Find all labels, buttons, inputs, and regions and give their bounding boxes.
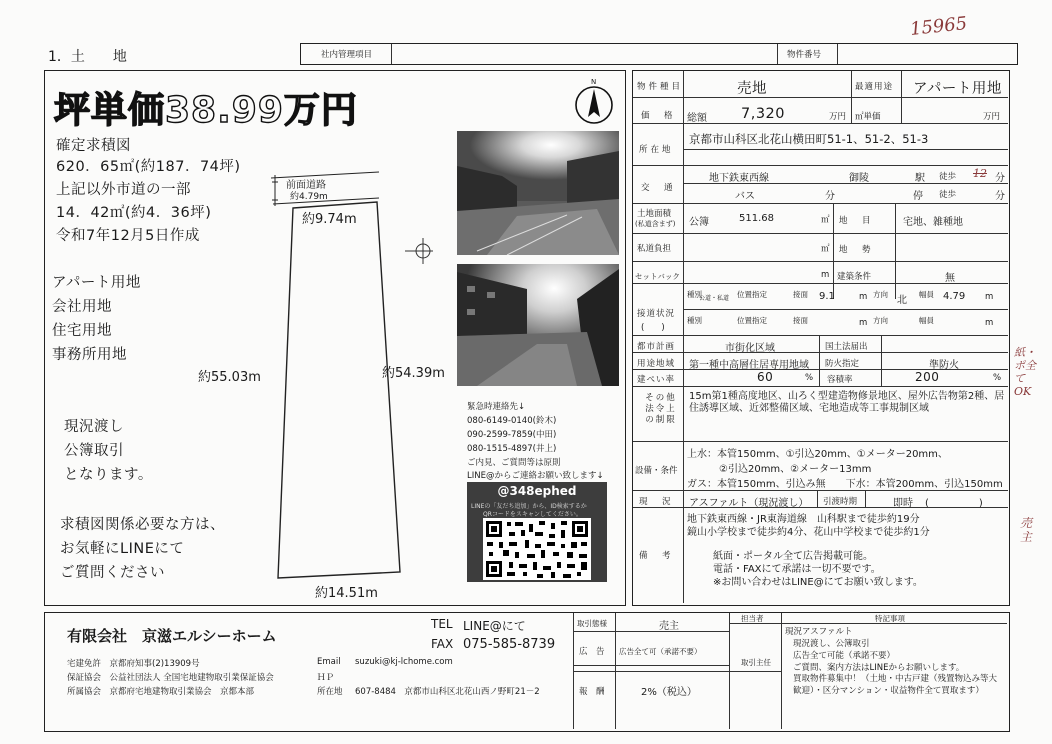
emergency-note-2: LINE@からご連絡お願い致します↓ [467,471,604,481]
plot-bottom-length: 約14.51m [315,586,378,601]
transaction-type-label: 取引態様 [577,619,607,628]
road-width: 約4.79m [290,192,328,202]
company-name: 有限会社 京滋エルシーホーム [67,627,277,645]
city-plan: 市街化区域 [725,343,775,354]
handwritten-note-2: 売主 [1020,516,1033,544]
unit-price-unit: 万円 [983,112,1001,122]
far-unit: % [993,373,1002,383]
emergency-phone-2: 090-2599-7859(中田) [467,430,557,440]
handover-paren: ( ) [925,498,983,509]
other-law: 15m第1種高度地区、山ろく型建造物修景地区、屋外広告物第2種、居住誘導区域、近郊整備区域、宅地造成等工事規制区域 [689,391,1005,414]
road2-frontage-unit: m [859,318,868,328]
road1-frontage-value: 9.1 [819,291,835,302]
setback-unit: m [821,270,830,280]
transaction-type: 売主 [659,621,679,632]
road2-width-unit: m [985,318,994,328]
setback-label: セットバック [635,272,680,281]
crosshair-icon [405,236,435,266]
use-4: 事務所用地 [52,347,127,363]
area-2-note: 上記以外市道の一部 [56,182,191,198]
hp-label: ＨＰ [317,673,335,683]
line-qr-card[interactable] [467,482,607,582]
handwritten-note-1: 紙・ポ全てOK [1014,346,1036,398]
road1-direction-label: 方向 [873,290,888,299]
contact-1: 求積図関係必要な方は、 [60,517,225,533]
land-area-label: 土地面積 [637,209,672,219]
remark-2: 鏡山小学校まで徒歩約4分、花山中学校まで徒歩約1分 [687,527,930,538]
coverage: 60 [757,370,774,384]
property-type: 売地 [737,81,767,97]
special-note-5: 買取物件募集中！（土地・中古戸建（残置物込み等大歓迎）・区分マンション・収益物件全て買取ます） [793,674,998,696]
document-number: 15965 [909,13,969,40]
road1-frontage: 接面 [793,290,808,299]
staff-label: 担当者 [741,614,764,623]
stop-walk-label: 徒歩 [939,190,957,200]
terrain-label: 地 勢 [839,245,874,255]
plot-top-length: 約9.74m [302,212,357,227]
delivery-1: 現況渡し [64,419,124,435]
fax: 075-585-8739 [463,637,556,652]
zone: 第一種中高層住居専用地域 [689,360,809,371]
unit-price-label: ㎡単価 [855,112,881,122]
coverage-unit: % [805,373,814,383]
fee-label: 報 酬 [579,687,605,697]
land-category-label: 地 目 [839,216,874,226]
ad-label: 広 告 [579,647,605,657]
special-note-4: ご質問、案内方法はLINEからお願いします。 [793,663,965,673]
chief-label: 取引主任 [741,658,771,667]
member-assoc: 所属協会 京都府宅地建物取引業協会 京都本部 [67,687,255,697]
use-3: 住宅用地 [52,323,112,339]
tel: LINE@にて [463,619,526,633]
emergency-phone-3: 080-1515-4897(井上) [467,444,557,454]
remark-5: ※お問い合わせはLINE@にてお願い致します。 [713,577,923,588]
section-heading: 1．土 地 [48,49,127,65]
bus-label: バス [735,191,755,202]
email[interactable]: suzuki@kj-lchome.com [355,657,453,667]
road-label: 前面道路 [286,180,326,191]
address-label: 所在地 [639,145,674,155]
building-condition-label: 建築条件 [837,272,872,282]
emergency-note-1: ご内見、ご質問等は原則 [467,458,561,468]
contact-2: お気軽にLINEにて [60,541,185,557]
type-label: 物件種目 [637,82,684,92]
qr-code-icon [483,518,591,580]
walk-min-unit: 分 [995,173,1005,184]
stop-label: 停 [913,191,923,202]
special-note-2: 現況渡し、公簿取引 [793,639,870,649]
best-use-label: 最適用途 [855,82,894,92]
far: 200 [915,370,940,384]
road2-width-label: 幅員 [919,316,934,325]
road1-width-unit: m [985,292,994,302]
line-id: @348ephed [497,484,577,498]
special-note-1: 現況アスファルト [785,627,853,637]
far-label: 容積率 [827,375,853,385]
facilities-3: ガス：本管150mm、引込み無 下水：本管200mm、引込150mm [687,479,1003,490]
license: 宅建免許 京都府知事(2)13909号 [67,659,200,669]
fee: 2%（税込） [641,687,697,698]
area-2: 14．42㎡(約4．36坪) [56,205,212,221]
road1-position: 位置指定 [737,290,767,299]
use-2: 会社用地 [52,299,112,315]
contact-3: ご質問ください [60,565,165,581]
private-road-unit: ㎡ [821,244,830,254]
area-unit: ㎡ [821,215,830,225]
train-line: 地下鉄東西線 [709,173,769,184]
plot-left-length: 約55.03m [198,370,261,385]
coverage-label: 建ぺい率 [637,375,676,385]
road-access-label: 接道状況 [637,309,676,319]
use-1: アパート用地 [52,275,141,291]
bus-min-unit: 分 [825,191,835,202]
road2-kind: 種別 [687,316,702,325]
north-arrow-icon [573,80,615,126]
emergency-title: 緊急時連絡先↓ [467,402,526,412]
area-1: 620．65㎡(約187．74坪) [56,159,241,175]
created-date: 令和7年12月5日作成 [56,228,200,244]
land-area-sub: (私道含まず) [635,220,676,228]
line-sub-2: QRコードをスキャンしてください。 [483,511,582,518]
total-price: 7,320 [741,106,786,122]
stop-min-unit: 分 [995,191,1005,202]
road-access-paren: ( ) [641,323,665,333]
road2-position: 位置指定 [737,316,767,325]
email-label: Email [317,657,341,667]
price-per-tsubo-title: 坪単価38.99万円 [54,90,358,131]
road2-frontage: 接面 [793,316,808,325]
status-label: 現 況 [639,497,674,507]
delivery-3: となります。 [64,467,153,483]
area-value: 511.68 [739,213,774,224]
remarks-label: 備 考 [639,551,674,561]
facilities-2: ②引込20mm、②メーター13mm [719,464,872,475]
handover-label: 引渡時期 [823,497,858,507]
mgmt-label: 社内管理項目 [321,50,373,60]
facilities-label: 設備・条件 [635,466,678,476]
address: 京都市山科区北花山横田町51-1、51-2、51-3 [689,132,929,146]
fire-zone-label: 防火指定 [825,359,860,369]
plot-right-length: 約54.39m [382,366,445,381]
plot-diagram [195,170,465,600]
site-photo-2 [457,264,619,386]
fax-label: FAX [431,637,454,651]
north-label: N [591,78,597,86]
walk-minutes: 12 [973,167,987,180]
header-bar [300,43,1018,65]
road2-direction-label: 方向 [873,316,888,325]
spec-table [632,70,1010,606]
road1-kind: 種別 [687,290,702,299]
fire-zone: 準防火 [929,360,959,371]
delivery-2: 公簿取引 [64,443,124,459]
handover: 即時 [893,498,913,509]
other-law-label: その他法令上の制限 [645,393,677,425]
special-note-3: 広告全て可能（承諾不要） [793,651,896,661]
property-number-label: 物件番号 [787,50,822,60]
address-label-footer: 所在地 [317,687,343,697]
price-label: 価 格 [641,111,676,121]
footer [44,612,1010,732]
walk-label: 徒歩 [939,172,957,182]
tel-label: TEL [431,617,453,631]
total-label: 総額 [687,113,707,124]
facilities-1: 上水：本管150mm、①引込20mm、①メーター20mm、 [687,449,948,460]
ad-policy: 広告全て可（承諾不要） [619,647,702,656]
road1-public: 公道・私道 [699,295,730,302]
guarantee-assoc: 保証協会 公益社団法人 全国宅地建物取引業保証協会 [67,673,274,683]
total-unit: 万円 [829,112,847,122]
remark-3: 紙面・ポータル全て広告掲載可能。 [713,551,873,562]
road1-direction: 北 [897,295,907,306]
private-road-label: 私道負担 [637,244,672,254]
station-suffix: 駅 [915,173,925,184]
traffic-label: 交 通 [641,183,676,193]
survey-label: 確定求積図 [56,138,131,154]
city-plan-label: 都市計画 [637,342,676,352]
status: アスファルト（現況渡し） [689,498,809,509]
station: 御陵 [849,173,869,184]
area-type: 公簿 [689,217,709,228]
road1-frontage-unit: m [859,292,868,302]
site-photo-1 [457,131,619,255]
emergency-phone-1: 080-6149-0140(鈴木) [467,416,557,426]
line-sub-1: LINEの「友だち追加」から、ID検索するか [471,503,587,510]
road1-width: 4.79 [943,291,966,302]
land-category: 宅地、雑種地 [903,217,963,228]
building-condition: 無 [945,273,955,284]
special-notes-label: 特記事項 [875,614,905,623]
remark-1: 地下鉄東西線・JR東海道線 山科駅まで徒歩約19分 [687,514,920,525]
remark-4: 電話・FAXにて承諾は一切不要です。 [713,564,881,575]
road1-width-label: 幅員 [919,290,934,299]
company-address: 607-8484 京都市山科区北花山西ノ野町21－2 [355,687,540,697]
zone-label: 用途地域 [637,359,676,369]
national-land-act-label: 国土法届出 [825,342,868,352]
best-use: アパート用地 [913,81,1002,97]
